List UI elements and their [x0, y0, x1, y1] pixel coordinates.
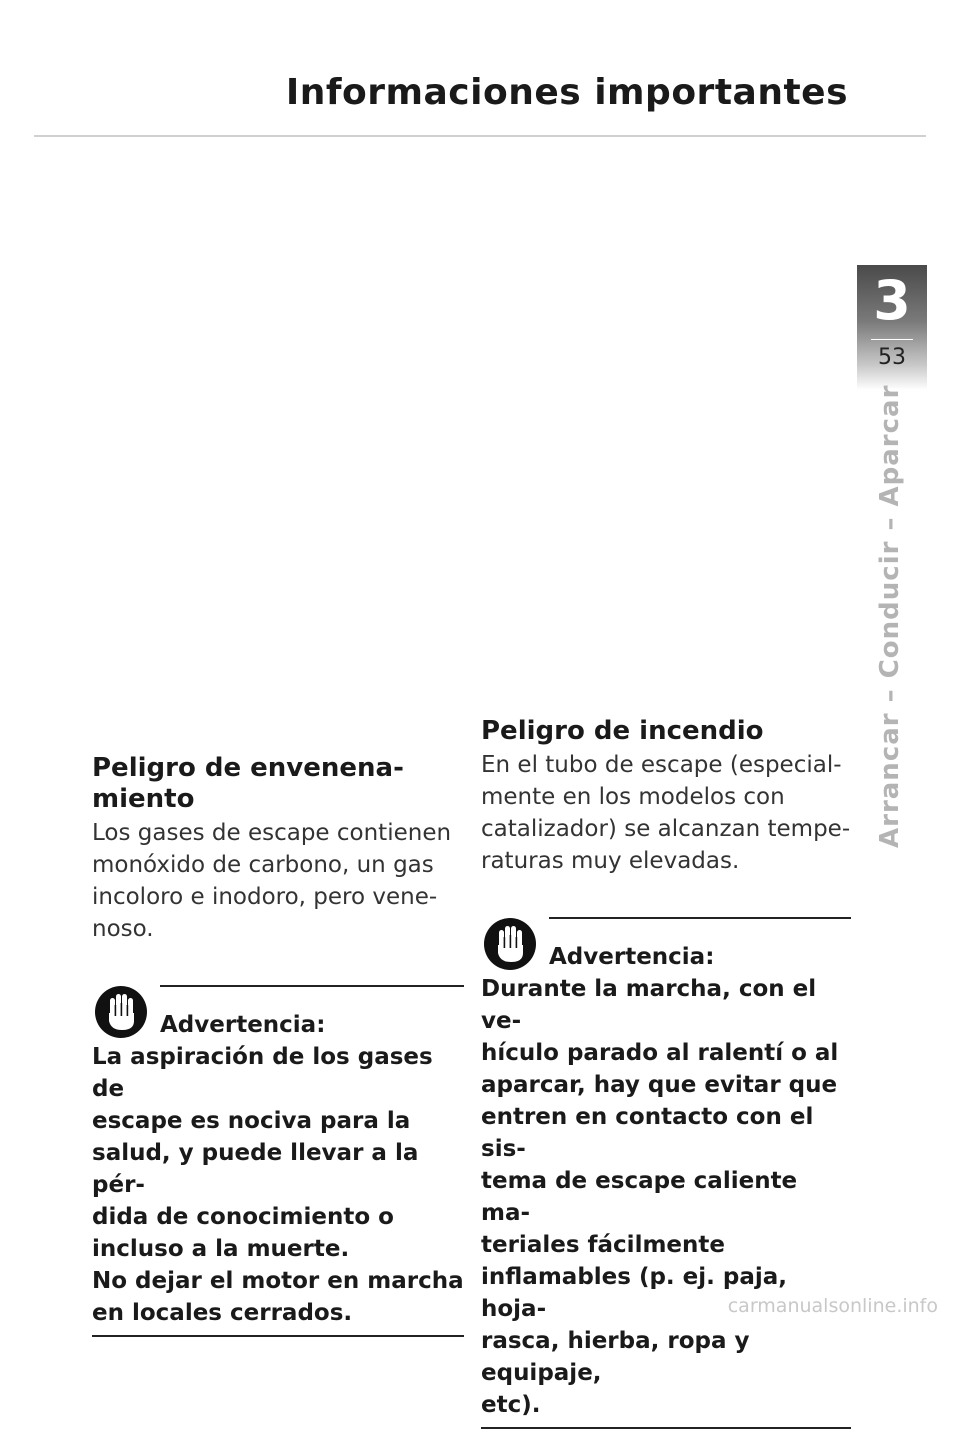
warning-top-rule [160, 985, 464, 987]
section-heading [92, 753, 464, 815]
body-line: monóxido de carbono, un gas [92, 852, 434, 878]
stop-hand-icon [483, 917, 537, 971]
page-title: Informaciones importantes [285, 72, 848, 113]
warning-line: La aspiración de los gases de [92, 1044, 433, 1102]
section-heading: Peligro de incendio [481, 716, 764, 746]
body-line: En el tubo de escape (especial- [481, 752, 842, 778]
poisoning-section [92, 753, 464, 1343]
warning-line: incluso a la muerte. [92, 1236, 350, 1262]
warning-bottom-rule [92, 1335, 464, 1337]
section-body [481, 749, 851, 877]
warning-line: Durante la marcha, con el ve- [481, 976, 817, 1034]
section-body [92, 817, 464, 945]
warning-top-rule [549, 917, 851, 919]
body-line: Los gases de escape contienen [92, 820, 452, 846]
chapter-number: 3 [873, 269, 911, 332]
warning-line: inflamables (p. ej. paja, hoja- [481, 1264, 788, 1322]
body-line: raturas muy elevadas. [481, 848, 740, 874]
warning-line: etc). [481, 1392, 541, 1418]
warning-box [481, 917, 851, 1435]
body-line: noso. [92, 916, 154, 942]
body-line: mente en los modelos con [481, 784, 785, 810]
warning-line: hículo parado al ralentí o al [481, 1040, 839, 1066]
fire-section [481, 716, 851, 1435]
page-number: 53 [878, 345, 906, 370]
warning-line: tema de escape caliente ma- [481, 1168, 798, 1226]
watermark: carmanualsonline.info [727, 1295, 938, 1317]
chapter-tab [857, 265, 927, 390]
warning-line: escape es nociva para la [92, 1108, 411, 1134]
chapter-divider [871, 339, 913, 340]
warning-line: salud, y puede llevar a la pér- [92, 1140, 419, 1198]
warning-box [92, 985, 464, 1343]
warning-title: Advertencia: [160, 1012, 326, 1038]
heading-line: miento [92, 784, 195, 814]
heading-line: Peligro de envenena- [92, 753, 404, 783]
warning-line: en locales cerrados. [92, 1300, 353, 1326]
warning-line: aparcar, hay que evitar que [481, 1072, 838, 1098]
warning-line: No dejar el motor en marcha [92, 1268, 464, 1294]
body-line: catalizador) se alcanzan tempe- [481, 816, 851, 842]
warning-bottom-rule [481, 1427, 851, 1429]
warning-line: rasca, hierba, ropa y equipaje, [481, 1328, 750, 1386]
warning-body [481, 973, 851, 1421]
stop-hand-icon [94, 985, 148, 1039]
header-divider [34, 135, 926, 137]
warning-body [92, 1041, 464, 1329]
chapter-side-label: Arrancar – Conducir – Aparcar [875, 384, 905, 848]
warning-title: Advertencia: [549, 944, 715, 970]
warning-line: teriales fácilmente [481, 1232, 725, 1258]
warning-line: entren en contacto con el sis- [481, 1104, 814, 1162]
warning-line: dida de conocimiento o [92, 1204, 394, 1230]
body-line: incoloro e inodoro, pero vene- [92, 884, 438, 910]
